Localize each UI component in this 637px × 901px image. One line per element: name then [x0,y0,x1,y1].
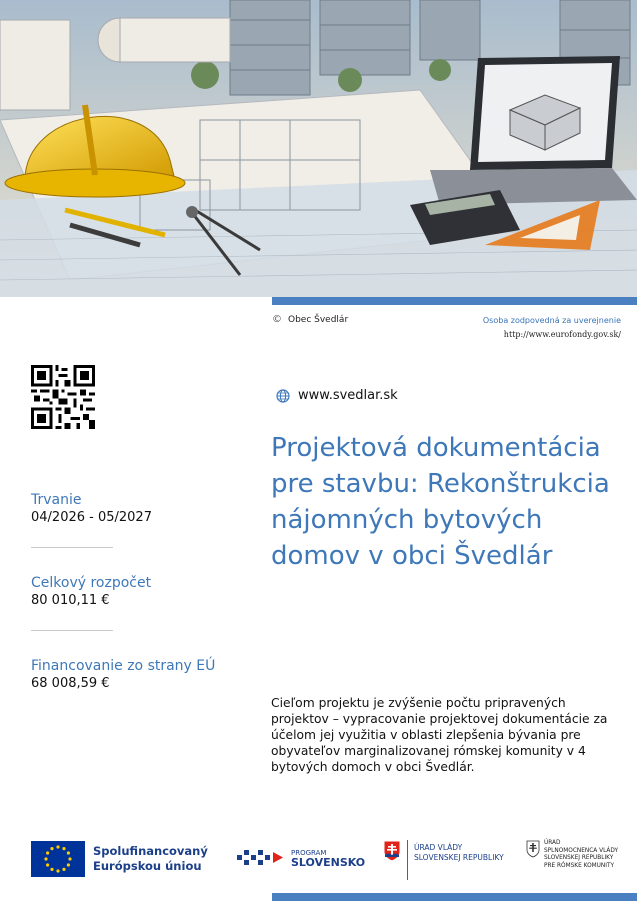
budget-label: Celkový rozpočet [31,575,152,591]
project-description: Cieľom projektu je zvýšenie počtu pripravených projektov – vypracovanie projektovej dokumentácie za účelom jej využitia v oblasti zlepšenia bývania pre obyvateľov marginalizovanej rómskej komunity v 4 bytových domoch v obci Švedlár. [271,696,608,774]
publisher-info [483,314,621,342]
eu-line2: Európskou úniou [93,859,202,873]
us-line2: SPLNOMOCNENCA VLÁDY [544,847,619,854]
eu-funding-fact [31,657,231,693]
ps-line1: PROGRAM [291,848,327,857]
uv-line1: ÚRAD VLÁDY [414,843,463,852]
us-line3: SLOVENSKEJ REPUBLIKY [544,855,614,861]
state-emblem-icon [526,840,540,858]
us-line4: PRE RÓMSKE KOMUNITY [544,862,615,869]
duration-value: 04/2026 - 05/2027 [31,510,152,525]
copyright-icon: © [272,314,282,325]
splnomocnenec-logo [526,840,618,870]
eu-flag-icon [31,841,85,877]
divider [31,630,113,631]
uv-line2: SLOVENSKEJ REPUBLIKY [414,853,504,862]
program-slovensko-logo [235,844,365,872]
funding-logos [31,838,631,883]
program-slovensko-icon [235,844,285,872]
eu-logo [31,841,208,877]
budget-fact [31,574,231,610]
budget-value: 80 010,11 € [31,593,110,608]
eu-funding-label: Financovanie zo strany EÚ [31,658,216,674]
uv-divider [407,840,408,880]
eu-line1: Spolufinancovaný [93,844,208,858]
project-facts [31,491,231,693]
globe-icon [276,389,290,403]
hero-illustration [0,0,637,297]
credit-text: Obec Švedlár [288,314,349,325]
project-title: Projektová dokumentácia pre stavbu: Rekonštrukcia nájomných bytových domov v obci Švedlár [271,433,610,571]
ps-line2: SLOVENSKO [291,855,366,869]
top-accent-bar [272,297,637,305]
eu-funding-value: 68 008,59 € [31,676,110,691]
uv-sr-logo [383,840,504,880]
duration-label: Trvanie [31,492,82,508]
qr-code[interactable] [31,365,95,429]
us-line1: ÚRAD [544,840,561,846]
image-credit [272,314,348,325]
slovak-coat-of-arms-icon [383,840,401,862]
duration-fact [31,491,231,527]
website-link[interactable] [276,388,398,403]
bottom-accent-bar [272,893,637,901]
responsible-label: Osoba zodpovedná za uverejnenie [482,316,621,325]
website-text: www.svedlar.sk [298,388,398,403]
hero-image [0,0,637,297]
eurofondy-link[interactable]: http://www.eurofondy.gov.sk/ [503,330,621,339]
divider [31,547,113,548]
